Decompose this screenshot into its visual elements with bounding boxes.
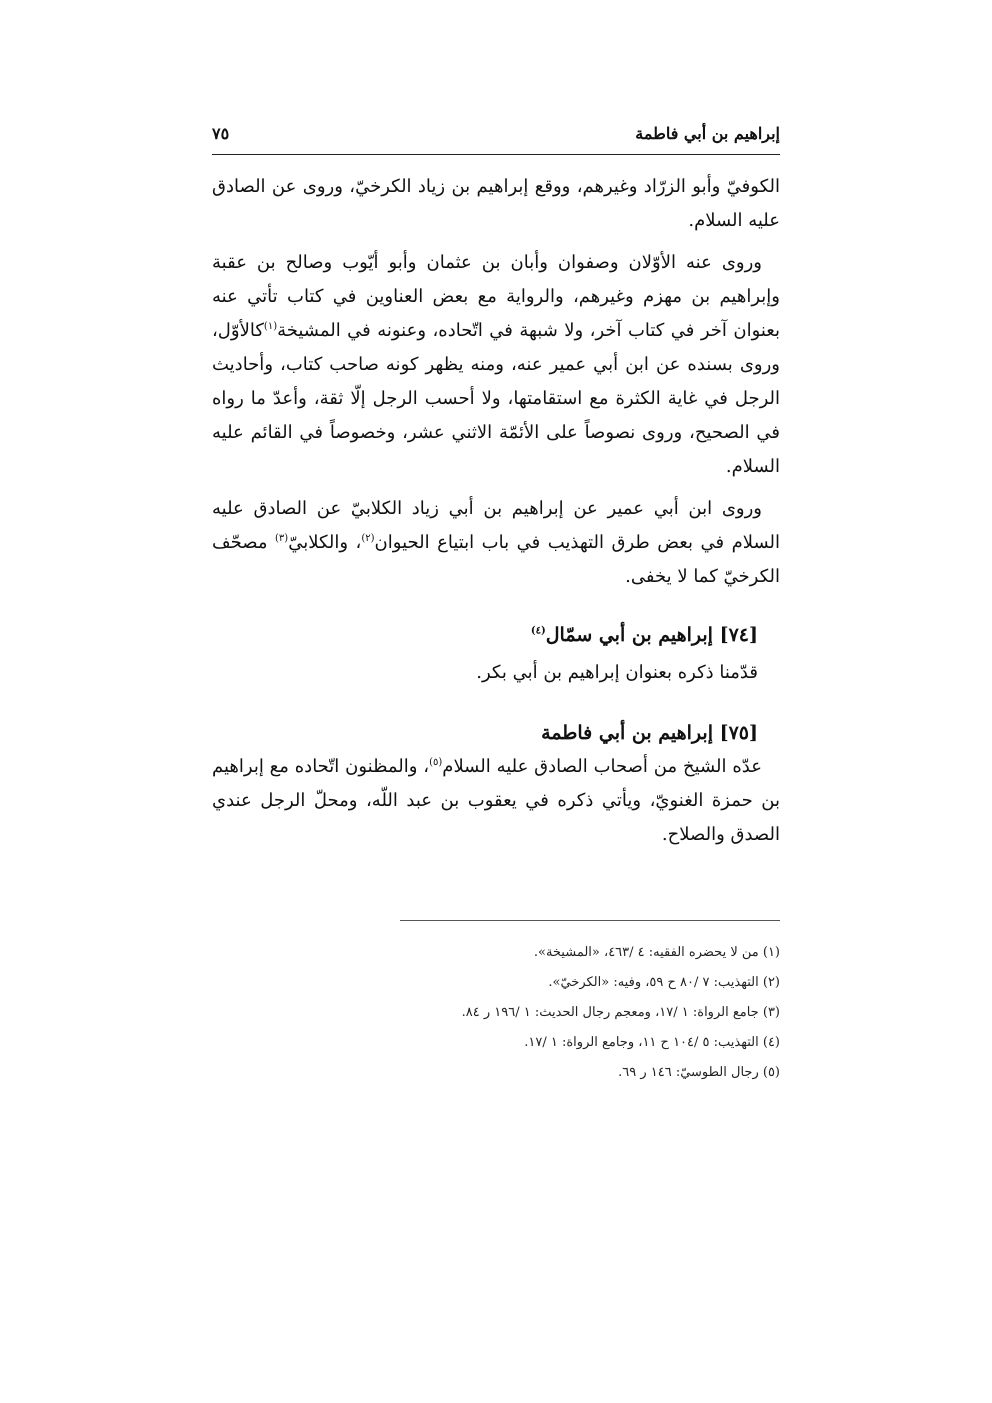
entry-heading-75: [٧٥] إبراهيم بن أبي فاطمة (541, 722, 758, 744)
paragraph-3: وروى ابن أبي عمير عن إبراهيم بن أبي زياد الكلابيّ عن الصادق عليه السلام في بعض طرق التهذيب في باب ابتياع الحيوان$^{(٢)}$، والكلابيّ$^{(٣)}$ مصحّف الكرخيّ كما لا يخفى. (212, 498, 780, 587)
footnote-2: (٢) التهذيب: ٧ /٨٠ ح ٥٩، وفيه: «الكرخيّ». (548, 975, 780, 990)
footnote-ref-1: (١) (263, 321, 278, 332)
header-divider (212, 154, 780, 155)
footnote-ref-5: (٥) (429, 757, 443, 768)
running-title: إبراهيم بن أبي فاطمة (635, 124, 780, 143)
footnote-3: (٣) جامع الرواة: ١ /١٧، ومعجم رجال الحديث: ١ /١٩٦ ر ٨٤. (461, 1005, 780, 1020)
entry-heading-74: [٧٤] إبراهيم بن أبي سمّال$^{(٤)}$ (530, 624, 758, 646)
paragraph-1: الكوفيّ وأبو الزرّاد وغيرهم، ووقع إبراهيم بن زياد الكرخيّ، وروى عن الصادق عليه السلام. (212, 176, 780, 231)
footnote-5: (٥) رجال الطوسيّ: ١٤٦ ر ٦٩. (618, 1065, 780, 1080)
footnotes-list (212, 938, 780, 1088)
main-text (212, 170, 780, 860)
entry-body-75: عدّه الشيخ من أصحاب الصادق عليه السلام$^{(٥)}$، والمظنون اتّحاده مع إبراهيم بن حمزة الغنويّ، ويأتي ذكره في يعقوب بن عبد اللّه، ومحلّ الرجل عندي الصدق والصلاح. (212, 756, 780, 845)
page-number: ٧٥ (212, 124, 230, 143)
paragraph-2: وروى عنه الأوّلان وصفوان وأبان بن عثمان وأبو أيّوب وصالح بن عقبة وإبراهيم بن مهزم وغيرهم، والرواية مع بعض العناوين في كتاب تأتي عنه بعنوان آخر في كتاب آخر، ولا شبهة في اتّحاده، وعنونه في المشيخة$^{(١)}$كالأوّل، وروى بسنده عن ابن أبي عمير عنه، ومنه يظهر كونه صاحب كتاب، وأحاديث الرجل في غاية الكثرة مع استقامتها، ولا أحسب الرجل إلّا ثقة، وأعدّ ما رواه في الصحيح، وروى نصوصاً على الأئمّة الاثني عشر، وخصوصاً في القائم عليه السلام. (212, 252, 780, 477)
page-header (212, 118, 780, 156)
footnote-1: (١) من لا يحضره الفقيه: ٤ /٤٦٣، «المشيخة». (533, 945, 780, 960)
footnote-divider (400, 920, 780, 921)
document-page (212, 0, 780, 1403)
footnote-ref-3: (٣) (275, 533, 289, 544)
entry-body-74: قدّمنا ذكره بعنوان إبراهيم بن أبي بكر. (476, 662, 758, 683)
footnote-ref-2: (٢) (361, 533, 375, 544)
footnote-ref-4: (٤) (530, 625, 546, 637)
footnote-4: (٤) التهذيب: ٥ /١٠٤ ح ١١، وجامع الرواة: ١ /١٧. (524, 1035, 780, 1050)
